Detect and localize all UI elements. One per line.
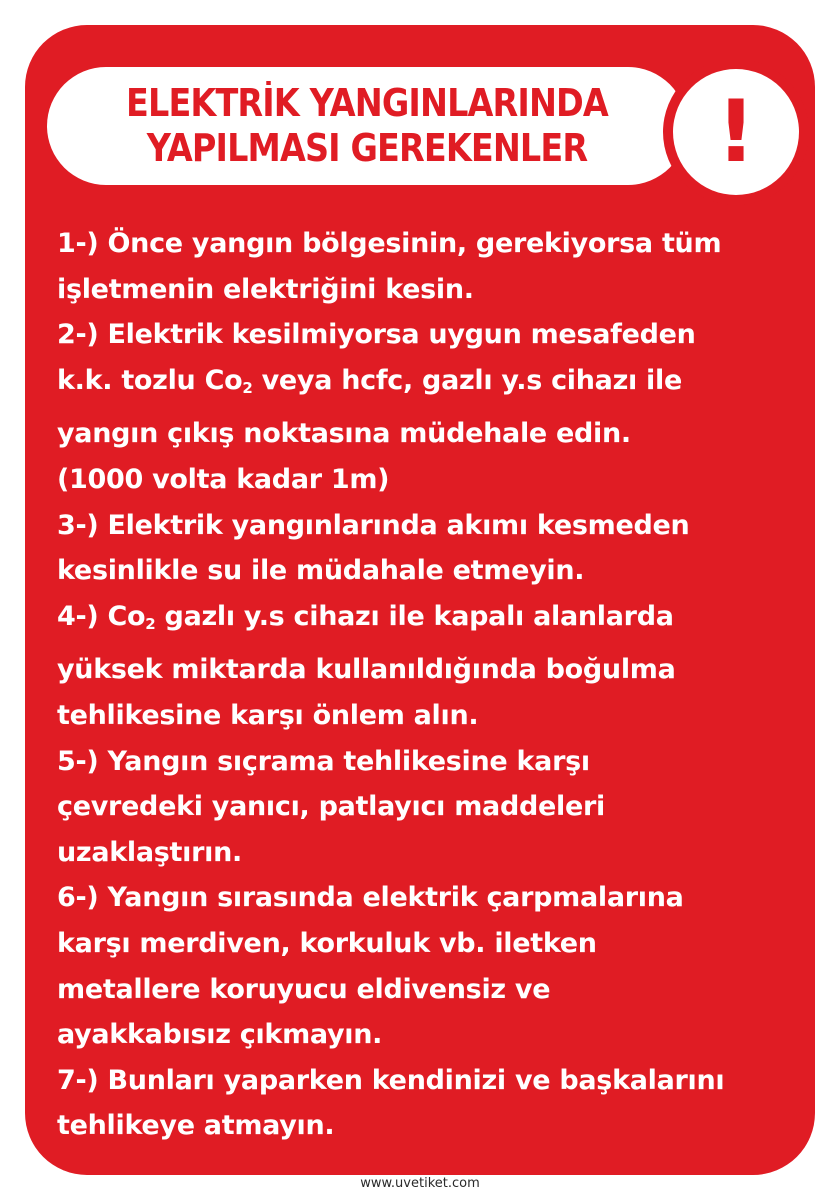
sign-title <box>85 81 648 171</box>
instruction-line: karşı merdiven, korkuluk vb. iletken <box>57 927 597 959</box>
sign-title-line-2: YAPILMASI GEREKENLER <box>146 126 588 170</box>
subscript: 2 <box>242 378 253 397</box>
instruction-line: 7-) Bunları yaparken kendinizi ve başkalarını <box>57 1064 725 1096</box>
instruction-line: tehlikeye atmayın. <box>57 1110 335 1142</box>
instruction-item-2 <box>57 312 797 502</box>
instruction-line: 1-) Önce yangın bölgesinin, gerekiyorsa tüm <box>57 228 722 259</box>
instruction-item-4 <box>57 594 797 739</box>
instruction-line: tehlikesine karşı önlem alın. <box>57 699 479 731</box>
instruction-line: metallere koruyucu eldivensiz ve <box>57 973 551 1005</box>
exclamation-mark: ! <box>716 82 756 182</box>
instruction-line: ayakkabısız çıkmayın. <box>57 1019 383 1051</box>
instruction-list <box>57 221 797 1149</box>
instruction-line: (1000 volta kadar 1m) <box>57 463 390 495</box>
instruction-text: k.k. tozlu Co <box>57 364 243 396</box>
instruction-line: işletmenin elektriğini kesin. <box>57 273 474 305</box>
instruction-line: çevredeki yanıcı, patlayıcı maddeleri <box>57 791 605 823</box>
instruction-line: yüksek miktarda kullanıldığında boğulma <box>57 654 676 686</box>
exclamation-icon <box>673 69 799 195</box>
instruction-line: 3-) Elektrik yangınlarında akımı kesmeden <box>57 509 690 541</box>
instruction-line <box>57 594 797 648</box>
instruction-line: 6-) Yangın sırasında elektrik çarpmalarına <box>57 882 684 914</box>
footer-website: www.uvetiket.com <box>360 1176 480 1191</box>
instruction-line <box>57 358 797 412</box>
instruction-item-5 <box>57 739 797 876</box>
subscript: 2 <box>145 614 156 633</box>
instruction-item-1 <box>57 221 797 312</box>
instruction-line: 2-) Elektrik kesilmiyorsa uygun mesafeden <box>57 319 696 351</box>
instruction-item-3 <box>57 503 797 594</box>
instruction-text: veya hcfc, gazlı y.s cihazı ile <box>252 364 682 396</box>
instruction-text: 4-) Co <box>57 600 146 632</box>
instruction-line: 5-) Yangın sıçrama tehlikesine karşı <box>57 745 590 777</box>
safety-sign <box>25 25 815 1175</box>
instruction-line: kesinlikle su ile müdahale etmeyin. <box>57 555 585 587</box>
sign-title-line-1: ELEKTRİK YANGINLARINDA <box>126 81 608 125</box>
instruction-line: yangın çıkış noktasına müdehale edin. <box>57 418 631 450</box>
instruction-line: uzaklaştırın. <box>57 836 242 868</box>
instruction-text: gazlı y.s cihazı ile kapalı alanlarda <box>155 600 674 632</box>
instruction-item-7 <box>57 1058 797 1149</box>
instruction-item-6 <box>57 875 797 1057</box>
